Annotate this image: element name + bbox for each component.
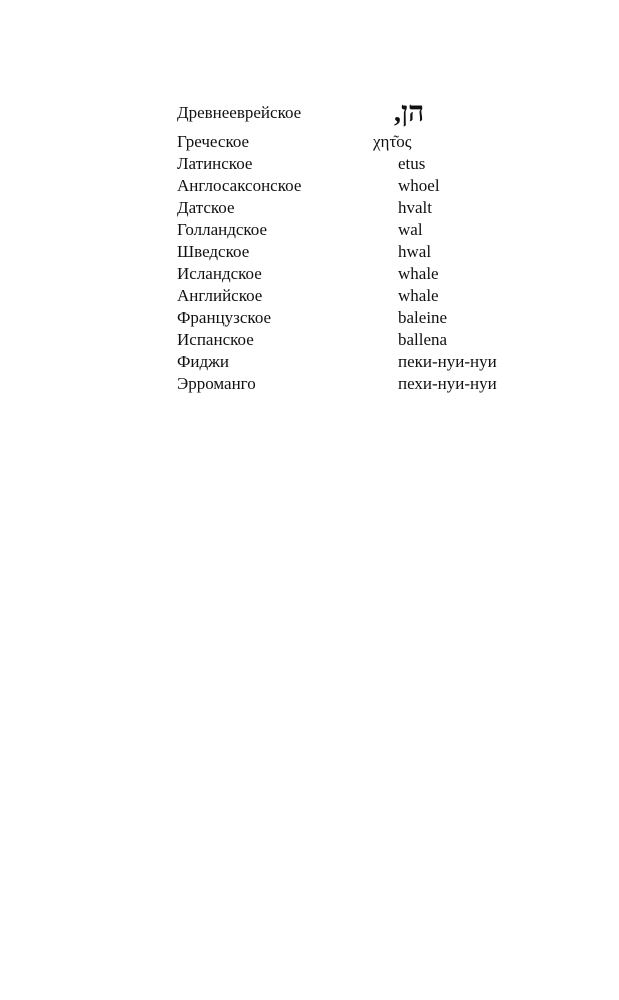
word-translation: пехи-нуи-нуи [398,374,497,393]
language-name: Датское [177,198,235,217]
word-translation: baleine [398,308,448,327]
table-row [177,285,537,307]
language-name: Голландское [177,220,268,239]
table-row [177,219,537,241]
table-row [177,241,537,263]
language-name: Латинское [177,154,253,173]
language-name: Испанское [177,330,254,349]
table-row [177,131,537,153]
word-translation: пеки-нуи-нуи [398,352,497,371]
word-translation: etus [398,154,426,173]
table-row [177,153,537,175]
table-row [177,373,537,395]
table-row [177,175,537,197]
table-row [177,329,537,351]
language-name: Шведское [177,242,250,261]
language-name: Эрроманго [177,374,256,393]
whale-names-table [177,95,537,395]
language-name: Англосаксонское [177,176,302,195]
word-translation: wal [398,220,423,239]
word-translation: whale [398,264,439,283]
language-name: Исландское [177,264,262,283]
language-name: Древнееврейское [177,103,302,122]
hebrew-word: הן, [394,97,425,128]
table-row [177,263,537,285]
language-name: Греческое [177,132,250,151]
language-name: Английское [177,286,263,305]
word-translation: hvalt [398,198,432,217]
greek-word: χητ͂ος [373,132,412,151]
language-name: Французское [177,308,272,327]
word-translation: whale [398,286,439,305]
word-translation: ballena [398,330,448,349]
word-translation: hwal [398,242,432,261]
language-name: Фиджи [177,352,230,371]
table-row [177,95,537,131]
table-row [177,351,537,373]
table-row [177,197,537,219]
word-translation: whoel [398,176,440,195]
table-row [177,307,537,329]
